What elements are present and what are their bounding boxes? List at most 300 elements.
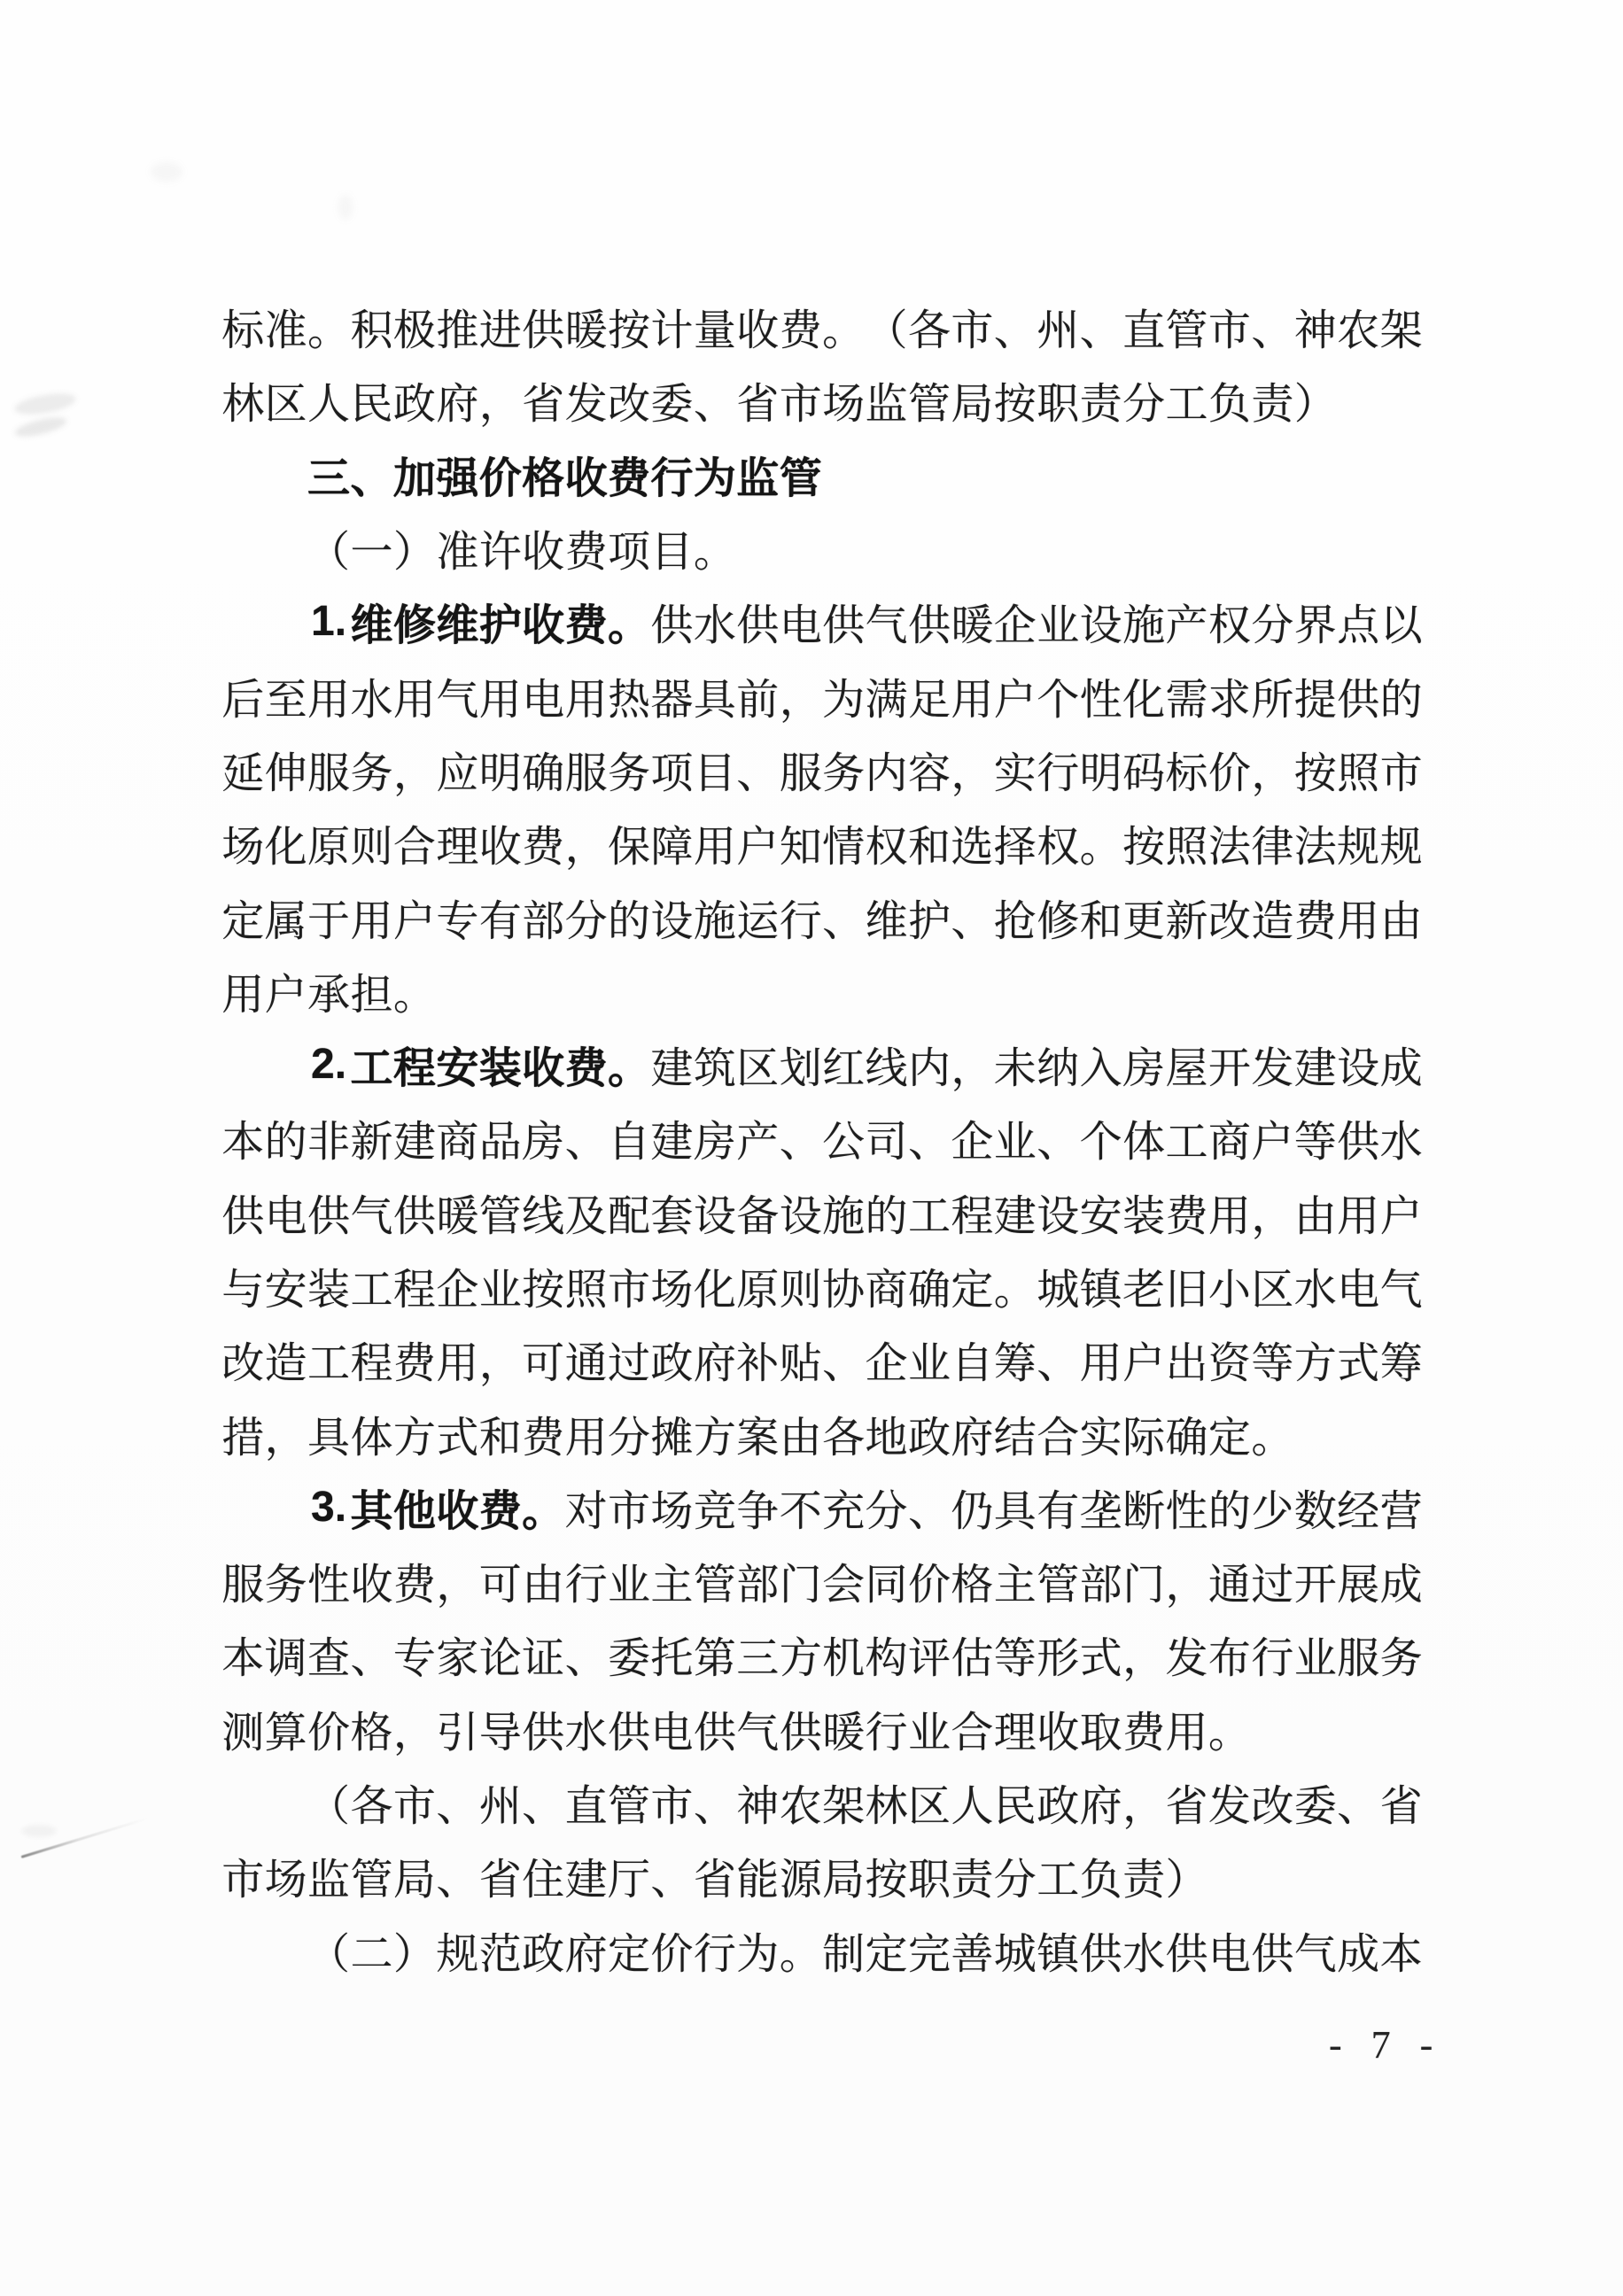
character-cell: 收 bbox=[1037, 1709, 1080, 1757]
character-cell: 确 bbox=[522, 749, 565, 797]
character-cell: 充 bbox=[822, 1487, 866, 1535]
character-cell: 政 bbox=[392, 381, 436, 429]
character-cell: 设 bbox=[693, 1192, 736, 1240]
character-cell: 局 bbox=[951, 381, 994, 429]
character-cell: 查 bbox=[307, 1635, 351, 1683]
character-cell: 由 bbox=[522, 1562, 565, 1610]
character-cell: 方 bbox=[392, 1414, 436, 1462]
character-cell: 过 bbox=[1251, 1562, 1294, 1610]
character-cell: 建 bbox=[1293, 1045, 1337, 1093]
character-cell: 各 bbox=[350, 1783, 393, 1831]
character-cell: 直 bbox=[1122, 307, 1166, 355]
character-cell: 障 bbox=[650, 824, 694, 872]
character-cell: 责 bbox=[1251, 381, 1294, 429]
character-cell: 规 bbox=[1337, 824, 1380, 872]
character-cell: 经 bbox=[1337, 1487, 1380, 1535]
character-cell: 业 bbox=[907, 1340, 951, 1388]
character-cell: 可 bbox=[522, 1340, 565, 1388]
character-cell: 省 bbox=[693, 1857, 736, 1904]
character-cell: 托 bbox=[650, 1635, 694, 1683]
character-cell: 房 bbox=[1122, 1045, 1166, 1093]
character-cell: 。 bbox=[307, 307, 351, 355]
character-cell: 暖 bbox=[436, 1192, 479, 1240]
character-cell: 管 bbox=[907, 381, 951, 429]
character-cell: 工 bbox=[307, 1340, 351, 1388]
character-cell: 管 bbox=[1037, 1562, 1080, 1610]
character-cell: 目 bbox=[650, 529, 694, 577]
character-cell: 管 bbox=[779, 454, 822, 502]
text-line bbox=[221, 1617, 1423, 1691]
character-cell: 镇 bbox=[1079, 1267, 1122, 1314]
character-cell: 民 bbox=[350, 381, 393, 429]
character-cell: 设 bbox=[779, 1192, 822, 1240]
character-cell: ， bbox=[392, 749, 436, 797]
character-cell: 收 bbox=[564, 454, 608, 502]
character-cell: 、 bbox=[993, 307, 1037, 355]
character-cell: 会 bbox=[822, 1562, 866, 1610]
character-cell: 供 bbox=[1165, 1930, 1208, 1978]
character-cell: 按 bbox=[865, 1857, 908, 1904]
character-cell: 确 bbox=[1165, 1414, 1208, 1462]
character-cell: 州 bbox=[478, 1783, 522, 1831]
character-cell bbox=[264, 1038, 307, 1091]
text-line bbox=[221, 1913, 1423, 1987]
character-cell: 改 bbox=[1251, 1783, 1294, 1831]
character-cell: 建 bbox=[993, 1192, 1037, 1240]
character-cell: 收 bbox=[522, 529, 565, 577]
character-cell: 行 bbox=[564, 1562, 608, 1610]
character-cell: 用 bbox=[1079, 1340, 1122, 1388]
character-cell: ） bbox=[1293, 381, 1337, 429]
character-cell: 管 bbox=[1165, 307, 1208, 355]
character-cell: 合 bbox=[392, 824, 436, 872]
character-cell: 论 bbox=[478, 1635, 522, 1683]
character-cell: 供 bbox=[736, 602, 780, 650]
character-cell: 争 bbox=[736, 1487, 780, 1535]
character-cell: （ bbox=[865, 307, 908, 355]
character-cell: 、 bbox=[736, 749, 780, 797]
character-cell: 备 bbox=[736, 1192, 780, 1240]
character-cell: 护 bbox=[907, 897, 951, 945]
character-cell: 户 bbox=[1379, 1192, 1423, 1240]
character-cell: 费 bbox=[779, 307, 822, 355]
character-cell: ） bbox=[392, 529, 436, 577]
character-cell: 供 bbox=[779, 1709, 822, 1757]
character-cell: 后 bbox=[221, 676, 265, 724]
character-cell: 业 bbox=[608, 1562, 651, 1610]
character-cell: 市 bbox=[392, 1783, 436, 1831]
character-cell: 局 bbox=[822, 1857, 866, 1904]
character-cell: 、 bbox=[1337, 1783, 1380, 1831]
character-cell: 价 bbox=[307, 1709, 351, 1757]
character-cell: 的 bbox=[865, 1192, 908, 1240]
character-cell: 其 bbox=[350, 1487, 393, 1535]
character-cell: 委 bbox=[608, 1635, 651, 1683]
character-cell: 极 bbox=[392, 307, 436, 355]
character-cell: 确 bbox=[907, 1267, 951, 1314]
character-cell: ， bbox=[478, 381, 522, 429]
character-cell: 实 bbox=[1079, 1414, 1122, 1462]
character-cell: 有 bbox=[1037, 1487, 1080, 1535]
character-cell: 电 bbox=[1337, 1267, 1380, 1314]
character-cell: 部 bbox=[736, 1562, 780, 1610]
character-cell: 式 bbox=[1337, 1340, 1380, 1388]
character-cell: 镇 bbox=[1037, 1930, 1080, 1978]
character-cell: 性 bbox=[307, 1562, 351, 1610]
character-cell: 等 bbox=[993, 1635, 1037, 1683]
character-cell: 分 bbox=[865, 1487, 908, 1535]
character-cell: 装 bbox=[1122, 1192, 1166, 1240]
character-cell bbox=[221, 1480, 264, 1533]
page-number: - 7 - bbox=[1329, 2023, 1440, 2067]
character-cell: 、 bbox=[693, 1783, 736, 1831]
character-cell: 与 bbox=[221, 1267, 265, 1314]
character-cell: 安 bbox=[264, 1267, 307, 1314]
character-cell: 商 bbox=[865, 1267, 908, 1314]
character-cell: 通 bbox=[1208, 1562, 1251, 1610]
character-cell: 州 bbox=[1037, 307, 1080, 355]
character-cell: 管 bbox=[350, 1857, 393, 1904]
character-cell: 套 bbox=[650, 1192, 694, 1240]
character-cell: 用 bbox=[1165, 1709, 1208, 1757]
character-cell: 司 bbox=[865, 1119, 908, 1167]
character-cell: 、 bbox=[564, 1635, 608, 1683]
character-cell: 善 bbox=[951, 1930, 994, 1978]
character-cell: 足 bbox=[907, 676, 951, 724]
character-cell: 行 bbox=[1037, 749, 1080, 797]
character-cell: 各 bbox=[907, 307, 951, 355]
character-cell: ， bbox=[564, 824, 608, 872]
character-cell: 。 bbox=[693, 529, 736, 577]
character-cell: 协 bbox=[822, 1267, 866, 1314]
character-cell: 分 bbox=[1122, 381, 1166, 429]
character-cell: ， bbox=[1122, 1783, 1166, 1831]
character-cell: 规 bbox=[436, 1930, 479, 1978]
character-cell: 户 bbox=[1122, 1340, 1166, 1388]
character-cell: 律 bbox=[1251, 824, 1294, 872]
character-cell: 成 bbox=[1379, 1045, 1423, 1093]
character-cell: 提 bbox=[1293, 676, 1337, 724]
character-cell: 进 bbox=[478, 307, 522, 355]
character-cell: 、 bbox=[822, 897, 866, 945]
character-cell: 程 bbox=[392, 1267, 436, 1314]
character-cell: 照 bbox=[1165, 824, 1208, 872]
character-cell: 择 bbox=[993, 824, 1037, 872]
character-cell: 市 bbox=[1379, 749, 1423, 797]
character-cell: 户 bbox=[736, 824, 780, 872]
character-cell: 伸 bbox=[264, 749, 307, 797]
character-cell: 个 bbox=[1037, 676, 1080, 724]
character-cell: 企 bbox=[951, 1119, 994, 1167]
text-line bbox=[221, 1692, 1423, 1765]
character-cell: 调 bbox=[264, 1635, 307, 1683]
character-cell: 。 bbox=[822, 307, 866, 355]
character-cell: 取 bbox=[1079, 1709, 1122, 1757]
character-cell: 市 bbox=[779, 381, 822, 429]
character-cell: 方 bbox=[1293, 1340, 1337, 1388]
character-cell: 管 bbox=[478, 1192, 522, 1240]
character-cell: 供 bbox=[608, 1709, 651, 1757]
character-cell: 务 bbox=[1379, 1635, 1423, 1683]
character-cell: 评 bbox=[907, 1635, 951, 1683]
character-cell: 费 bbox=[392, 1340, 436, 1388]
character-cell: 小 bbox=[1208, 1267, 1251, 1314]
character-cell: 专 bbox=[392, 1635, 436, 1683]
character-cell: 仍 bbox=[951, 1487, 994, 1535]
character-cell: 由 bbox=[1293, 1192, 1337, 1240]
character-cell: 。 bbox=[1079, 824, 1122, 872]
character-cell: 选 bbox=[951, 824, 994, 872]
text-line bbox=[221, 1839, 1423, 1912]
character-cell: 和 bbox=[907, 824, 951, 872]
character-cell bbox=[264, 447, 307, 500]
character-cell: 市 bbox=[221, 1857, 265, 1904]
character-cell: 化 bbox=[693, 1267, 736, 1314]
character-cell: 户 bbox=[392, 897, 436, 945]
character-cell: 化 bbox=[1122, 676, 1166, 724]
character-cell: 职 bbox=[1037, 381, 1080, 429]
character-cell: 体 bbox=[1122, 1119, 1166, 1167]
character-cell: 发 bbox=[564, 381, 608, 429]
character-cell: 费 bbox=[564, 529, 608, 577]
text-line bbox=[221, 1028, 1423, 1101]
character-cell: 气 bbox=[736, 1709, 780, 1757]
character-cell: 区 bbox=[264, 381, 307, 429]
character-cell: 结 bbox=[993, 1414, 1037, 1462]
character-cell: 用 bbox=[1337, 1192, 1380, 1240]
character-cell: 摊 bbox=[650, 1414, 694, 1462]
text-line bbox=[221, 1175, 1423, 1249]
character-cell: 供 bbox=[1251, 1930, 1294, 1978]
character-cell: 住 bbox=[522, 1857, 565, 1904]
character-cell: 林 bbox=[221, 381, 265, 429]
character-cell: ， bbox=[1122, 1635, 1166, 1683]
character-cell: 神 bbox=[736, 1783, 780, 1831]
character-cell: 改 bbox=[608, 381, 651, 429]
character-cell: 纳 bbox=[1037, 1045, 1080, 1093]
character-cell: ， bbox=[1251, 1192, 1294, 1240]
character-cell: 二 bbox=[350, 1930, 393, 1978]
character-cell: 费 bbox=[1122, 1709, 1166, 1757]
character-cell: 开 bbox=[1208, 1045, 1251, 1093]
character-cell: 、 bbox=[907, 1487, 951, 1535]
character-cell: 保 bbox=[608, 824, 651, 872]
character-cell: 供 bbox=[522, 307, 565, 355]
character-cell: 价 bbox=[907, 1562, 951, 1610]
character-cell: 各 bbox=[822, 1414, 866, 1462]
character-cell: 用 bbox=[564, 1414, 608, 1462]
character-cell: 项 bbox=[650, 749, 694, 797]
character-cell: 监 bbox=[865, 381, 908, 429]
character-cell: 算 bbox=[264, 1709, 307, 1757]
character-cell: 权 bbox=[865, 824, 908, 872]
character-cell: 政 bbox=[522, 1930, 565, 1978]
character-cell bbox=[221, 522, 264, 575]
character-cell: 费 bbox=[522, 824, 565, 872]
character-cell: 准 bbox=[436, 529, 479, 577]
character-cell: 少 bbox=[1251, 1487, 1294, 1535]
character-cell: 府 bbox=[564, 1930, 608, 1978]
character-cell: 设 bbox=[1337, 1045, 1380, 1093]
character-cell: 程 bbox=[392, 1045, 436, 1093]
character-cell: 场 bbox=[221, 824, 265, 872]
character-cell: 担 bbox=[350, 971, 393, 1019]
character-cell: 求 bbox=[1208, 676, 1251, 724]
character-cell: 费 bbox=[392, 1562, 436, 1610]
character-cell: 权 bbox=[1037, 824, 1080, 872]
character-cell: 的 bbox=[264, 1119, 307, 1167]
character-cell: 量 bbox=[693, 307, 736, 355]
character-cell: 用 bbox=[350, 897, 393, 945]
character-cell: 管 bbox=[608, 1783, 651, 1831]
character-cell: 估 bbox=[951, 1635, 994, 1683]
text-line bbox=[221, 658, 1423, 732]
character-cell: 委 bbox=[650, 381, 694, 429]
character-cell: 本 bbox=[221, 1635, 265, 1683]
character-cell: 场 bbox=[822, 381, 866, 429]
character-cell: 、 bbox=[564, 1119, 608, 1167]
character-cell: 一 bbox=[350, 529, 393, 577]
character-cell: 供 bbox=[221, 1192, 265, 1240]
text-line bbox=[221, 585, 1423, 658]
character-cell: 知 bbox=[779, 824, 822, 872]
text-line bbox=[221, 438, 1423, 511]
character-cell: 照 bbox=[564, 1267, 608, 1314]
character-cell: 、 bbox=[350, 1635, 393, 1683]
character-cell: 补 bbox=[736, 1340, 780, 1388]
character-cell bbox=[264, 595, 307, 648]
character-cell: 供 bbox=[392, 1192, 436, 1240]
character-cell: 机 bbox=[822, 1635, 866, 1683]
character-cell bbox=[221, 1923, 264, 1976]
character-cell: ） bbox=[1165, 1857, 1208, 1904]
character-cell: 、 bbox=[1251, 307, 1294, 355]
character-cell: 收 bbox=[522, 602, 565, 650]
character-cell: 主 bbox=[650, 1562, 694, 1610]
character-cell: 界 bbox=[1293, 602, 1337, 650]
character-cell: 暖 bbox=[822, 1709, 866, 1757]
character-cell: 、 bbox=[779, 1119, 822, 1167]
character-cell: 老 bbox=[1122, 1267, 1166, 1314]
character-cell: ， bbox=[478, 1340, 522, 1388]
character-cell: 门 bbox=[1122, 1562, 1166, 1610]
character-cell: 原 bbox=[736, 1267, 780, 1314]
character-cell: 费 bbox=[1293, 897, 1337, 945]
character-cell: 改 bbox=[221, 1340, 265, 1388]
character-cell: 部 bbox=[1079, 1562, 1122, 1610]
character-cell: 程 bbox=[951, 1192, 994, 1240]
character-cell: 企 bbox=[865, 1340, 908, 1388]
character-cell: 筑 bbox=[693, 1045, 736, 1093]
character-cell: 施 bbox=[822, 1192, 866, 1240]
character-cell: 价 bbox=[650, 1930, 694, 1978]
character-cell: 、 bbox=[350, 454, 393, 502]
character-cell: 府 bbox=[1079, 1783, 1122, 1831]
character-cell: 费 bbox=[564, 602, 608, 650]
character-cell: 行 bbox=[779, 897, 822, 945]
character-cell bbox=[221, 447, 264, 500]
character-cell: ， bbox=[264, 1414, 307, 1462]
character-cell: 建 bbox=[564, 1857, 608, 1904]
character-cell: 划 bbox=[779, 1045, 822, 1093]
document-text bbox=[221, 290, 1423, 1987]
character-cell: 商 bbox=[436, 1119, 479, 1167]
character-cell: 及 bbox=[564, 1192, 608, 1240]
character-cell: 直 bbox=[564, 1783, 608, 1831]
character-cell: 务 bbox=[608, 749, 651, 797]
character-cell: 建 bbox=[650, 1119, 694, 1167]
character-cell: 供 bbox=[693, 1709, 736, 1757]
character-cell: 分 bbox=[608, 1414, 651, 1462]
character-cell: 服 bbox=[221, 1562, 265, 1610]
character-cell: 准 bbox=[264, 307, 307, 355]
character-cell: 体 bbox=[350, 1414, 393, 1462]
character-cell: 省 bbox=[522, 381, 565, 429]
character-cell: 过 bbox=[608, 1340, 651, 1388]
character-cell: 明 bbox=[1079, 749, 1122, 797]
character-cell: 人 bbox=[951, 1783, 994, 1831]
character-cell: 场 bbox=[650, 1487, 694, 1535]
character-cell: 际 bbox=[1122, 1414, 1166, 1462]
character-cell: 装 bbox=[478, 1045, 522, 1093]
character-cell: 筹 bbox=[993, 1340, 1037, 1388]
character-cell: 家 bbox=[436, 1635, 479, 1683]
character-cell: 地 bbox=[865, 1414, 908, 1462]
character-cell: 护 bbox=[478, 602, 522, 650]
character-cell: 案 bbox=[736, 1414, 780, 1462]
character-cell: 业 bbox=[993, 1119, 1037, 1167]
character-cell: 原 bbox=[307, 824, 351, 872]
character-cell: 价 bbox=[1208, 749, 1251, 797]
character-cell: 发 bbox=[1165, 1635, 1208, 1683]
character-cell bbox=[264, 1776, 307, 1829]
character-cell: 格 bbox=[522, 454, 565, 502]
character-cell: 维 bbox=[865, 897, 908, 945]
character-cell: 成 bbox=[1379, 1562, 1423, 1610]
character-cell: 工 bbox=[1037, 1857, 1080, 1904]
character-cell: 分 bbox=[1251, 602, 1294, 650]
character-cell: 码 bbox=[1122, 749, 1166, 797]
character-cell: 实 bbox=[993, 749, 1037, 797]
text-line bbox=[221, 880, 1423, 953]
character-cell: 厅 bbox=[608, 1857, 651, 1904]
character-cell: 工 bbox=[350, 1267, 393, 1314]
character-cell: 方 bbox=[693, 1414, 736, 1462]
character-cell: ， bbox=[436, 1562, 479, 1610]
character-cell: 和 bbox=[478, 1414, 522, 1462]
character-cell: 供 bbox=[822, 602, 866, 650]
character-cell: 由 bbox=[779, 1414, 822, 1462]
character-cell: 府 bbox=[951, 1414, 994, 1462]
character-cell: 责 bbox=[951, 1857, 994, 1904]
character-cell: 积 bbox=[350, 307, 393, 355]
character-cell: 安 bbox=[1079, 1192, 1122, 1240]
text-line bbox=[221, 1249, 1423, 1323]
character-cell: 按 bbox=[1293, 749, 1337, 797]
character-cell: 部 bbox=[522, 897, 565, 945]
character-cell: 修 bbox=[392, 602, 436, 650]
character-cell: 分 bbox=[993, 1857, 1037, 1904]
text-line bbox=[221, 1396, 1423, 1470]
character-cell: 需 bbox=[1165, 676, 1208, 724]
character-cell: 省 bbox=[1165, 1783, 1208, 1831]
character-cell: 制 bbox=[822, 1930, 866, 1978]
character-cell: 、 bbox=[1037, 1340, 1080, 1388]
character-cell: 则 bbox=[779, 1267, 822, 1314]
character-cell: 明 bbox=[478, 749, 522, 797]
character-cell: 行 bbox=[1251, 1635, 1294, 1683]
character-cell: 化 bbox=[264, 824, 307, 872]
